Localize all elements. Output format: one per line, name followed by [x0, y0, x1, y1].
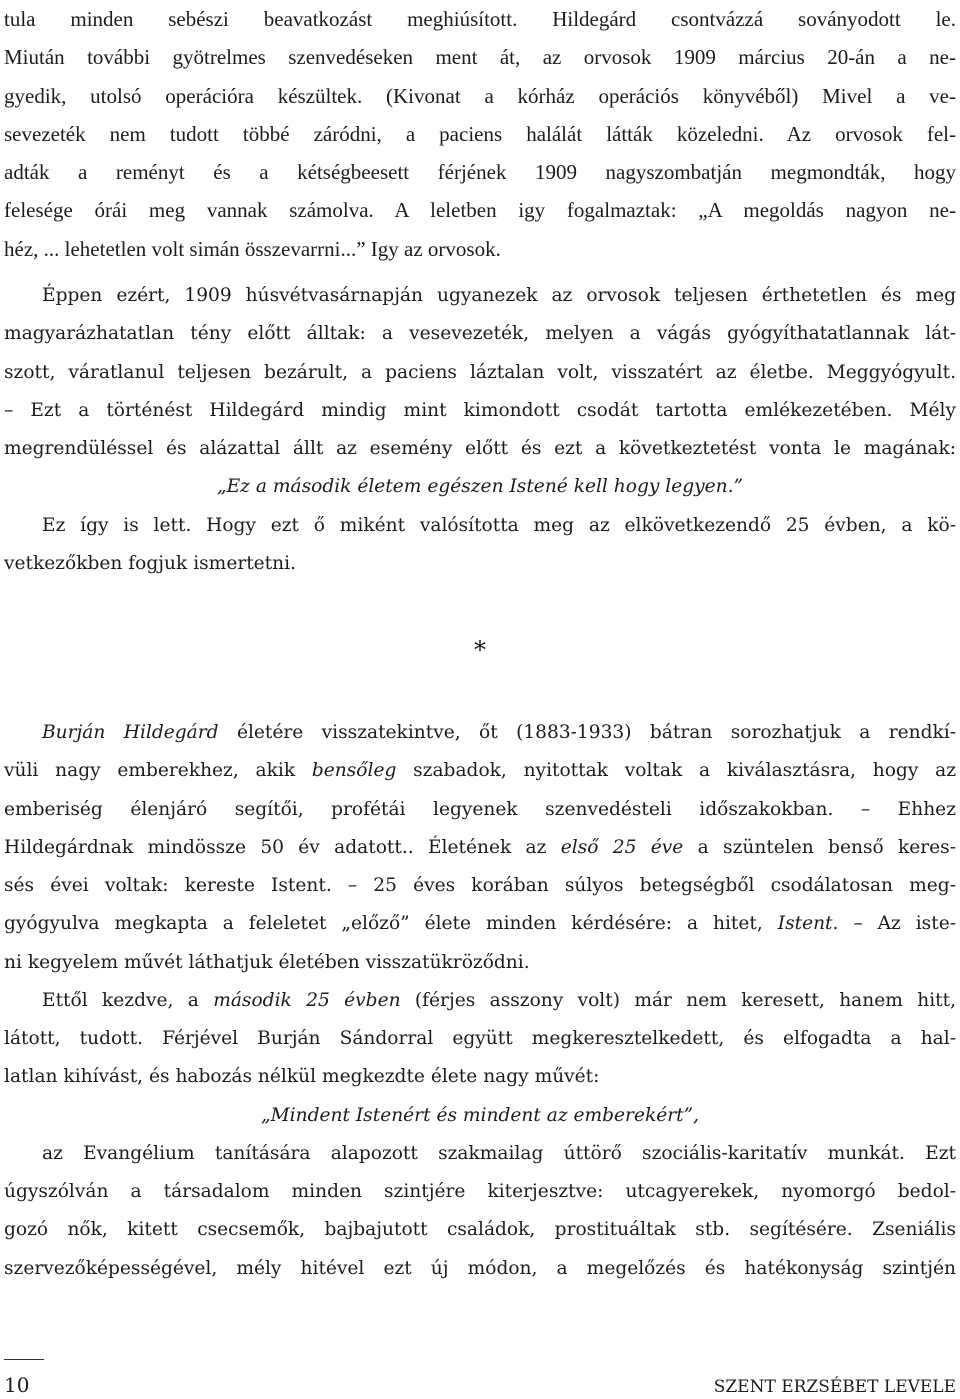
- paragraph-surgery-account: [4, 0, 956, 268]
- text-line: – Ezt a történést Hildegárd mindig mint kimondott csodát tartotta emlékezetében. Mély: [4, 399, 956, 421]
- text-line: magyarázhatatlan tény előtt álltak: a vesevezeték, melyen a vágás gyógyíthatatlannak lát-: [4, 323, 956, 345]
- text-line: [4, 714, 956, 752]
- text-line: latlan kihívást, és habozás nélkül megkezdte élete nagy művét:: [4, 1066, 600, 1088]
- text-line: Miután további gyötrelmes szenvedéseken ment át, az orvosok 1909 március 20-án a ne-: [4, 45, 956, 70]
- text-line: látott, tudott. Férjével Burján Sándorral együtt megkeresztelkedett, és elfogadta a hal-: [4, 1028, 956, 1049]
- text-span: vüli nagy emberekhez, akik: [4, 760, 312, 782]
- text-line: emberiség élenjáró segítői, profétái legyenek szenvedésteli időszakokban. – Ehhez: [4, 798, 956, 820]
- text-line: sés évei voltak: kereste Istent. – 25 éves korában súlyos betegségből csodálatosan meg-: [4, 875, 956, 896]
- text-line: [4, 829, 956, 867]
- page-number: 10: [4, 1373, 30, 1397]
- paragraph-healing: [4, 277, 956, 583]
- text-line: adták a reményt és a kétségbeesett férjének 1909 nagyszombatján megmondták, hogy: [4, 160, 956, 184]
- text-line: [4, 905, 956, 943]
- text-span: a szüntelen benső keres-: [683, 836, 956, 858]
- running-title: SZENT ERZSÉBET LEVELE: [713, 1377, 956, 1397]
- text-line: az Evangélium tanítására alapozott szakmailag úttörő szociális-karitatív munkát. Ezt: [42, 1142, 956, 1164]
- emphasis: első 25 éve: [560, 836, 684, 858]
- text-line: gyedik, utolsó operációra készültek. (Kivonat a kórház operációs könyvéből) Mivel a ve-: [4, 83, 956, 108]
- text-line: gozó nők, kitett csecsemők, bajbajutott családok, prostituáltak stb. segítésére. Zseniális: [4, 1219, 956, 1241]
- text-span: Hildegárdnak mindössze 50 év adatott.. Életének az: [4, 836, 561, 858]
- text-line: [4, 982, 956, 1020]
- section-separator: *: [474, 636, 486, 664]
- text-line: sevezeték nem tudott többé záródni, a paciens halálát látták közeledni. Az orvosok fel-: [4, 121, 956, 146]
- text-line: Éppen ezért, 1909 húsvétvasárnapján ugyanezek az orvosok teljesen érthetetlen és meg: [42, 285, 956, 306]
- text-line: Ez így is lett. Hogy ezt ő miként valósította meg az elkövetkezendő 25 évben, a kö-: [42, 514, 956, 536]
- footer-rule: [4, 1359, 44, 1360]
- text-span: gyógyulva megkapta a feleletet „előző” élete minden kérdésére: a hitet,: [4, 913, 778, 935]
- text-span: szabadok, nyitottak voltak a kiválasztásra, hogy az: [396, 760, 956, 782]
- text-line: ni kegyelem művét láthatjuk életében visszatükröződni.: [4, 951, 530, 973]
- emphasis: Istent: [777, 913, 833, 935]
- text-line: úgyszólván a társadalom minden szintjére kiterjesztve: utcagyerekek, nyomorgó bedol-: [4, 1181, 956, 1202]
- text-line: felesége órái meg vannak számolva. A leletben igy fogalmaztak: „A megoldás nagyon ne-: [4, 198, 956, 223]
- emphasis-name: Burján Hildegárd: [42, 722, 219, 743]
- text-span: életére visszatekintve, őt (1883-1933) bátran sorozhatjuk a rendkí-: [218, 722, 956, 743]
- text-span: . – Az iste-: [832, 913, 956, 935]
- quote-second-life: „Ez a második életem egészen Istené kell hogy legyen.”: [216, 476, 744, 498]
- text-line: szervezőképességével, mély hitével ezt új módon, a megelőzés és hatékonyság szintjén: [4, 1257, 956, 1279]
- text-span: (férjes asszony volt) már nem keresett, hanem hitt,: [400, 989, 956, 1011]
- emphasis: bensőleg: [311, 760, 397, 782]
- text-line: tula minden sebészi beavatkozást meghiúsított. Hildegárd csontvázzá soványodott le.: [4, 7, 956, 31]
- text-line: héz, ... lehetetlen volt simán összevarrni...” Igy az orvosok.: [4, 236, 501, 261]
- quote-motto: „Mindent Istenért és mindent az emberekért”,: [260, 1104, 699, 1126]
- paragraph-retrospective: [4, 714, 956, 1288]
- text-line: [4, 752, 956, 790]
- text-span: Ettől kezdve, a: [42, 989, 214, 1011]
- text-line: szott, váratlanul teljesen bezárult, a paciens láztalan volt, visszatért az életbe. Meggyógyult.: [4, 361, 956, 383]
- text-line: megrendüléssel és alázattal állt az esemény előtt és ezt a következtetést vonta le magának:: [4, 438, 956, 459]
- emphasis: második 25 évben: [213, 989, 401, 1011]
- text-line: vetkezőkben fogjuk ismertetni.: [4, 552, 296, 574]
